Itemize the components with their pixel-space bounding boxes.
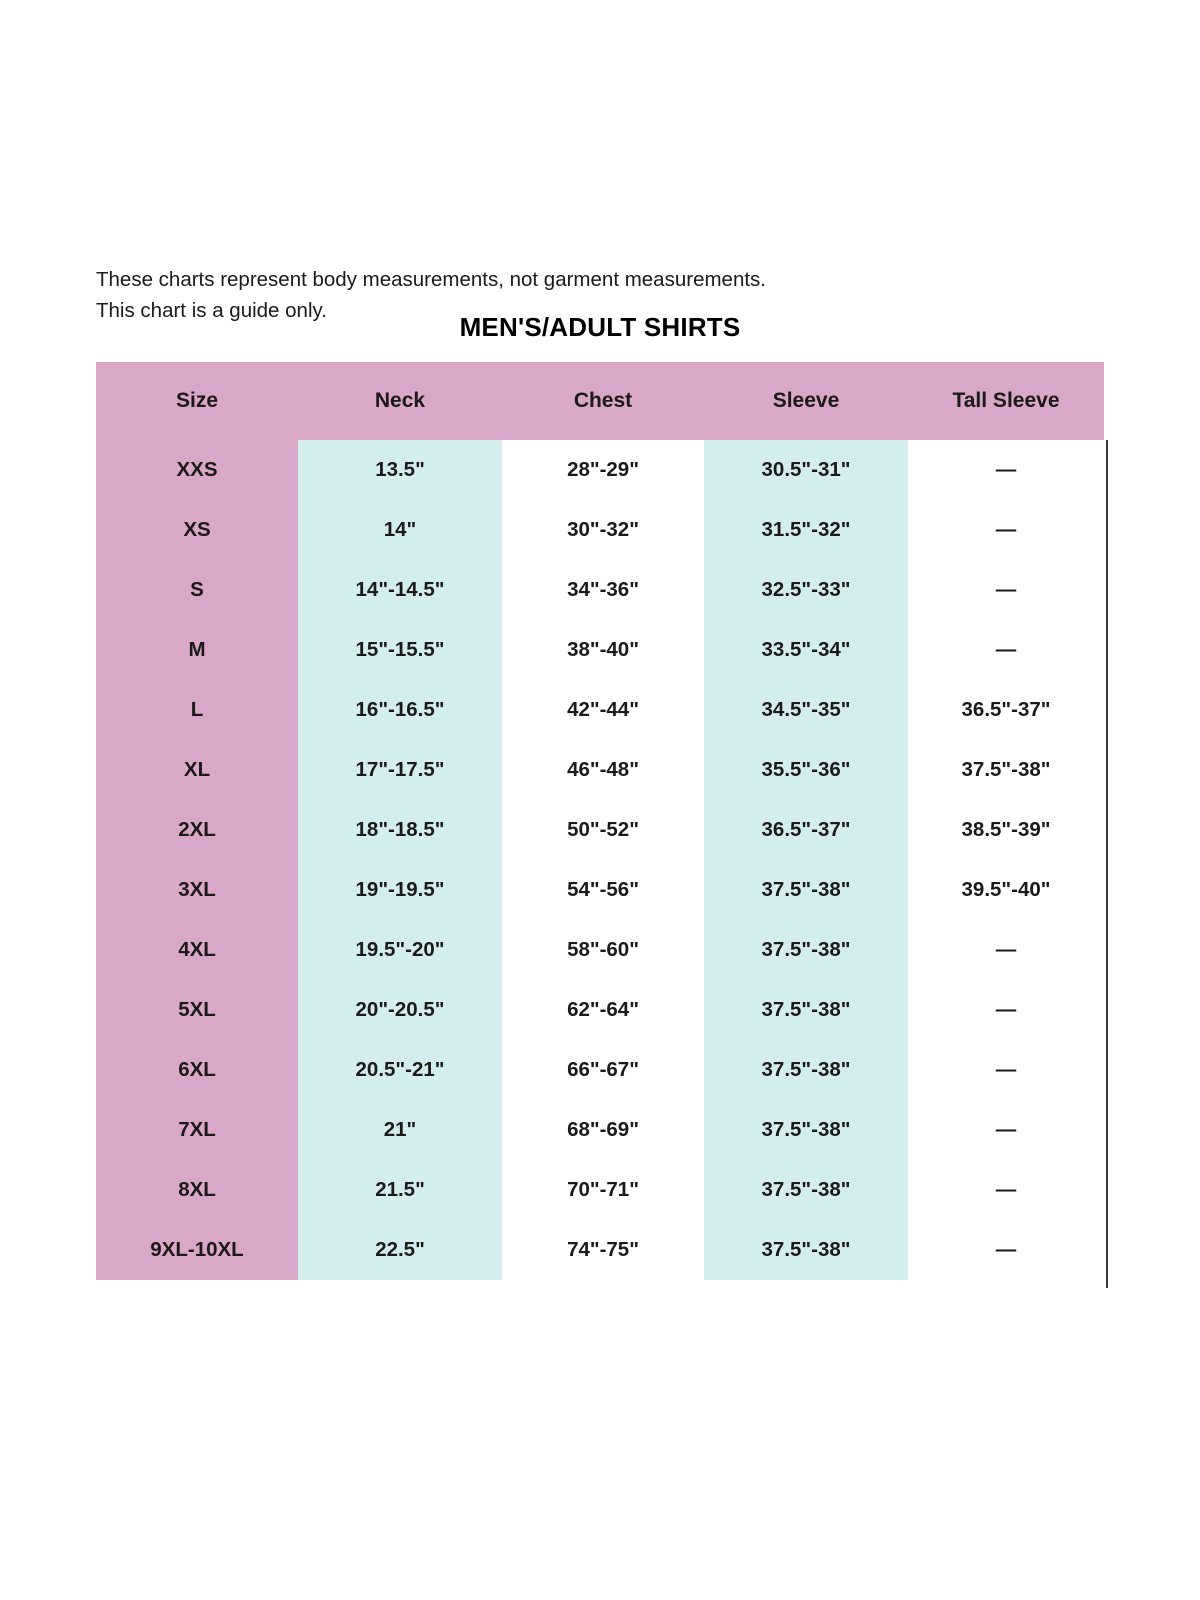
cell-sleeve: 37.5"-38"	[704, 1160, 908, 1220]
cell-chest: 50"-52"	[502, 800, 704, 860]
column-header-size: Size	[96, 362, 298, 440]
cell-size: 4XL	[96, 920, 298, 980]
cell-size: XS	[96, 500, 298, 560]
cell-size: 5XL	[96, 980, 298, 1040]
cell-neck: 22.5"	[298, 1220, 502, 1280]
cell-sleeve: 33.5"-34"	[704, 620, 908, 680]
cell-chest: 54"-56"	[502, 860, 704, 920]
cell-sleeve: 37.5"-38"	[704, 1040, 908, 1100]
table-row	[96, 920, 1104, 980]
table-row	[96, 980, 1104, 1040]
table-row	[96, 1160, 1104, 1220]
column-header-tall-sleeve: Tall Sleeve	[908, 362, 1104, 440]
cell-tall-sleeve: —	[908, 500, 1104, 560]
cell-sleeve: 37.5"-38"	[704, 860, 908, 920]
cell-tall-sleeve: 38.5"-39"	[908, 800, 1104, 860]
cell-chest: 74"-75"	[502, 1220, 704, 1280]
table-row	[96, 440, 1104, 500]
table-header-row	[96, 362, 1104, 440]
cell-chest: 66"-67"	[502, 1040, 704, 1100]
table-row	[96, 1220, 1104, 1280]
cell-sleeve: 35.5"-36"	[704, 740, 908, 800]
cell-tall-sleeve: 36.5"-37"	[908, 680, 1104, 740]
cell-tall-sleeve: —	[908, 560, 1104, 620]
cell-sleeve: 36.5"-37"	[704, 800, 908, 860]
cell-neck: 16"-16.5"	[298, 680, 502, 740]
table-row	[96, 1040, 1104, 1100]
cell-size: S	[96, 560, 298, 620]
cell-size: XL	[96, 740, 298, 800]
cell-chest: 34"-36"	[502, 560, 704, 620]
cell-tall-sleeve: —	[908, 980, 1104, 1040]
table-row	[96, 560, 1104, 620]
cell-tall-sleeve: —	[908, 1100, 1104, 1160]
table-row	[96, 500, 1104, 560]
cell-sleeve: 32.5"-33"	[704, 560, 908, 620]
size-table-wrapper	[96, 362, 1104, 1280]
cell-neck: 14"-14.5"	[298, 560, 502, 620]
cell-neck: 14"	[298, 500, 502, 560]
cell-neck: 20"-20.5"	[298, 980, 502, 1040]
intro-note-line-2: This chart is a guide only.	[96, 299, 327, 322]
intro-note-line-1: These charts represent body measurements, not garment measurements.	[96, 268, 766, 291]
cell-tall-sleeve: —	[908, 1040, 1104, 1100]
column-header-neck: Neck	[298, 362, 502, 440]
size-table-body	[96, 440, 1104, 1280]
table-row	[96, 740, 1104, 800]
table-row	[96, 680, 1104, 740]
cell-size: XXS	[96, 440, 298, 500]
cell-chest: 58"-60"	[502, 920, 704, 980]
cell-neck: 21.5"	[298, 1160, 502, 1220]
cell-size: 3XL	[96, 860, 298, 920]
size-table-head	[96, 362, 1104, 440]
cell-chest: 28"-29"	[502, 440, 704, 500]
cell-chest: 68"-69"	[502, 1100, 704, 1160]
cell-neck: 19.5"-20"	[298, 920, 502, 980]
column-header-chest: Chest	[502, 362, 704, 440]
cell-sleeve: 31.5"-32"	[704, 500, 908, 560]
table-row	[96, 620, 1104, 680]
chart-title: MEN'S/ADULT SHIRTS	[459, 312, 741, 342]
cell-tall-sleeve: —	[908, 440, 1104, 500]
table-row	[96, 800, 1104, 860]
cell-sleeve: 37.5"-38"	[704, 1100, 908, 1160]
table-row	[96, 1100, 1104, 1160]
cell-neck: 19"-19.5"	[298, 860, 502, 920]
cell-sleeve: 34.5"-35"	[704, 680, 908, 740]
table-row	[96, 860, 1104, 920]
cell-chest: 46"-48"	[502, 740, 704, 800]
cell-tall-sleeve: —	[908, 1160, 1104, 1220]
size-table	[96, 362, 1104, 1280]
cell-sleeve: 30.5"-31"	[704, 440, 908, 500]
cell-chest: 38"-40"	[502, 620, 704, 680]
cell-neck: 21"	[298, 1100, 502, 1160]
cell-size: 7XL	[96, 1100, 298, 1160]
cell-neck: 15"-15.5"	[298, 620, 502, 680]
cell-size: 8XL	[96, 1160, 298, 1220]
cell-tall-sleeve: —	[908, 1220, 1104, 1280]
cell-tall-sleeve: 39.5"-40"	[908, 860, 1104, 920]
column-header-sleeve: Sleeve	[704, 362, 908, 440]
cell-size: 2XL	[96, 800, 298, 860]
cell-chest: 30"-32"	[502, 500, 704, 560]
cell-chest: 62"-64"	[502, 980, 704, 1040]
cell-tall-sleeve: —	[908, 620, 1104, 680]
cell-size: 6XL	[96, 1040, 298, 1100]
cell-tall-sleeve: 37.5"-38"	[908, 740, 1104, 800]
cell-chest: 70"-71"	[502, 1160, 704, 1220]
cell-sleeve: 37.5"-38"	[704, 980, 908, 1040]
cell-neck: 17"-17.5"	[298, 740, 502, 800]
cell-chest: 42"-44"	[502, 680, 704, 740]
cell-tall-sleeve: —	[908, 920, 1104, 980]
cell-sleeve: 37.5"-38"	[704, 1220, 908, 1280]
cell-sleeve: 37.5"-38"	[704, 920, 908, 980]
cell-neck: 18"-18.5"	[298, 800, 502, 860]
cell-size: L	[96, 680, 298, 740]
table-right-rule	[1106, 440, 1108, 1288]
cell-size: M	[96, 620, 298, 680]
cell-size: 9XL-10XL	[96, 1220, 298, 1280]
cell-neck: 20.5"-21"	[298, 1040, 502, 1100]
cell-neck: 13.5"	[298, 440, 502, 500]
